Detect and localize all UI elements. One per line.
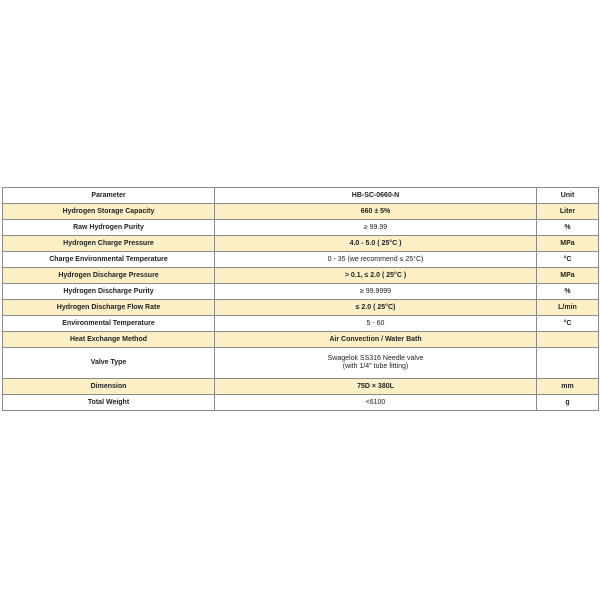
row-value: ≤ 2.0 ( 25°C): [215, 300, 537, 316]
row-parameter: Charge Environmental Temperature: [3, 252, 215, 268]
row-parameter: Hydrogen Discharge Flow Rate: [3, 300, 215, 316]
table-row: [3, 395, 599, 411]
row-unit: MPa: [537, 268, 599, 284]
row-parameter: Valve Type: [3, 348, 215, 379]
table-row: [3, 220, 599, 236]
table-row: [3, 379, 599, 395]
row-unit: [537, 348, 599, 379]
row-value: <6100: [215, 395, 537, 411]
row-parameter: Hydrogen Charge Pressure: [3, 236, 215, 252]
table-row: [3, 332, 599, 348]
row-parameter: Hydrogen Discharge Purity: [3, 284, 215, 300]
row-unit: Liter: [537, 204, 599, 220]
table-row: [3, 348, 599, 379]
row-value: ≥ 99.99: [215, 220, 537, 236]
row-value: Air Convection / Water Bath: [215, 332, 537, 348]
table-row: [3, 284, 599, 300]
table-row: [3, 316, 599, 332]
table-row: [3, 300, 599, 316]
header-model: HB-SC-0660-N: [215, 188, 537, 204]
row-parameter: Raw Hydrogen Purity: [3, 220, 215, 236]
valve-type-line-1: Swagelok SS316 Needle valve: [327, 355, 424, 362]
row-unit: L/min: [537, 300, 599, 316]
table-row: [3, 268, 599, 284]
spec-table: [2, 187, 599, 411]
row-unit: °C: [537, 252, 599, 268]
table-row: [3, 252, 599, 268]
row-value: ≥ 99.9999: [215, 284, 537, 300]
table-row: [3, 236, 599, 252]
row-value: 75D × 380L: [215, 379, 537, 395]
row-parameter: Hydrogen Storage Capacity: [3, 204, 215, 220]
row-value: 0 - 35 (we recommend ≤ 25°C): [215, 252, 537, 268]
row-parameter: Environmental Temperature: [3, 316, 215, 332]
header-unit: Unit: [537, 188, 599, 204]
row-parameter: Hydrogen Discharge Pressure: [3, 268, 215, 284]
table-row: [3, 204, 599, 220]
row-unit: g: [537, 395, 599, 411]
row-value: [215, 348, 537, 379]
row-unit: mm: [537, 379, 599, 395]
row-value: 660 ± 5%: [215, 204, 537, 220]
header-parameter: Parameter: [3, 188, 215, 204]
row-value: > 0.1, ≤ 2.0 ( 25°C ): [215, 268, 537, 284]
row-value: 4.0 - 5.0 ( 25°C ): [215, 236, 537, 252]
row-unit: [537, 332, 599, 348]
row-parameter: Heat Exchange Method: [3, 332, 215, 348]
row-unit: °C: [537, 316, 599, 332]
valve-type-line-2: (with 1/4" tube fitting): [342, 363, 409, 370]
table-header-row: [3, 188, 599, 204]
row-parameter: Total Weight: [3, 395, 215, 411]
row-unit: %: [537, 284, 599, 300]
row-unit: MPa: [537, 236, 599, 252]
row-value: 5 - 60: [215, 316, 537, 332]
row-parameter: Dimension: [3, 379, 215, 395]
row-unit: %: [537, 220, 599, 236]
